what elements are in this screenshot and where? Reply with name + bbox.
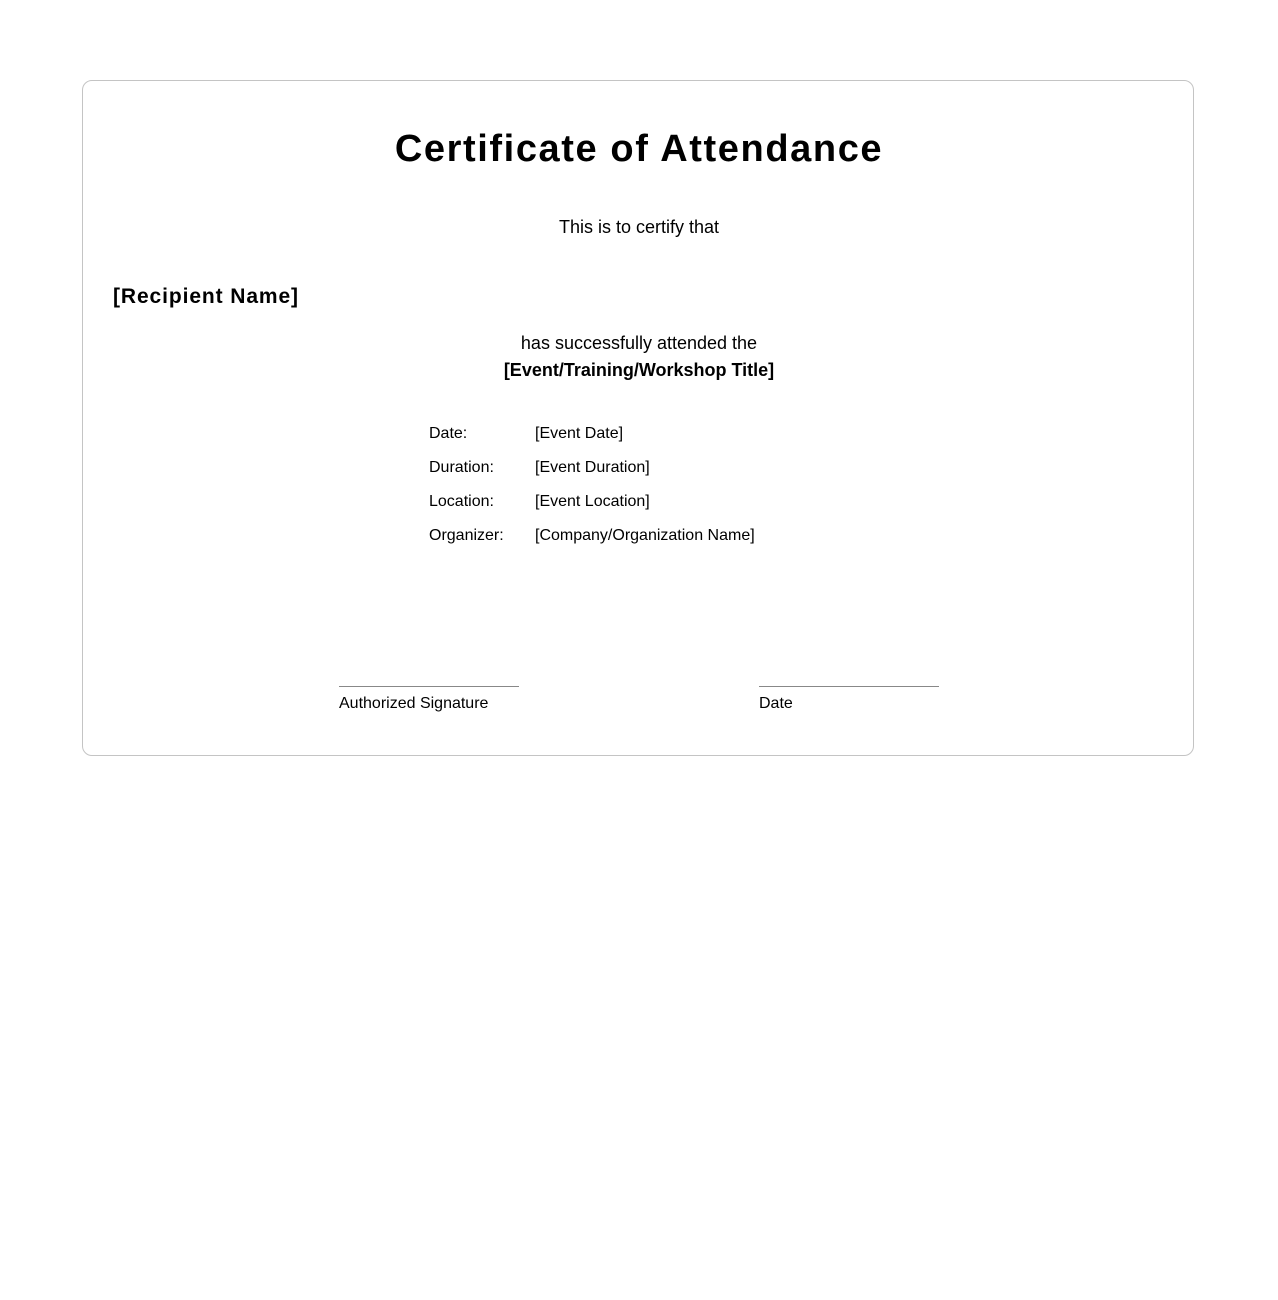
detail-label: Duration: [429, 459, 494, 476]
certificate-title: Certificate of Attendance [394, 128, 884, 170]
certificate-card [82, 80, 1194, 756]
detail-row-date [429, 425, 755, 459]
detail-value: [Company/Organization Name] [535, 527, 755, 544]
detail-label: Location: [429, 493, 494, 510]
signature-line: Authorized Signature [339, 686, 519, 713]
certify-text: This is to certify that [558, 217, 720, 237]
attended-text: has successfully attended the [520, 333, 758, 353]
recipient-name: [Recipient Name] [113, 285, 299, 308]
date-line: Date [759, 686, 939, 713]
detail-value: [Event Duration] [535, 459, 650, 476]
detail-label: Organizer: [429, 527, 504, 544]
detail-row-duration [429, 459, 755, 493]
event-title: [Event/Training/Workshop Title] [503, 360, 775, 380]
event-details [429, 425, 755, 561]
detail-value: [Event Date] [535, 425, 624, 442]
detail-label: Date: [429, 425, 468, 442]
detail-value: [Event Location] [535, 493, 650, 510]
detail-row-location [429, 493, 755, 527]
detail-row-organizer [429, 527, 755, 561]
